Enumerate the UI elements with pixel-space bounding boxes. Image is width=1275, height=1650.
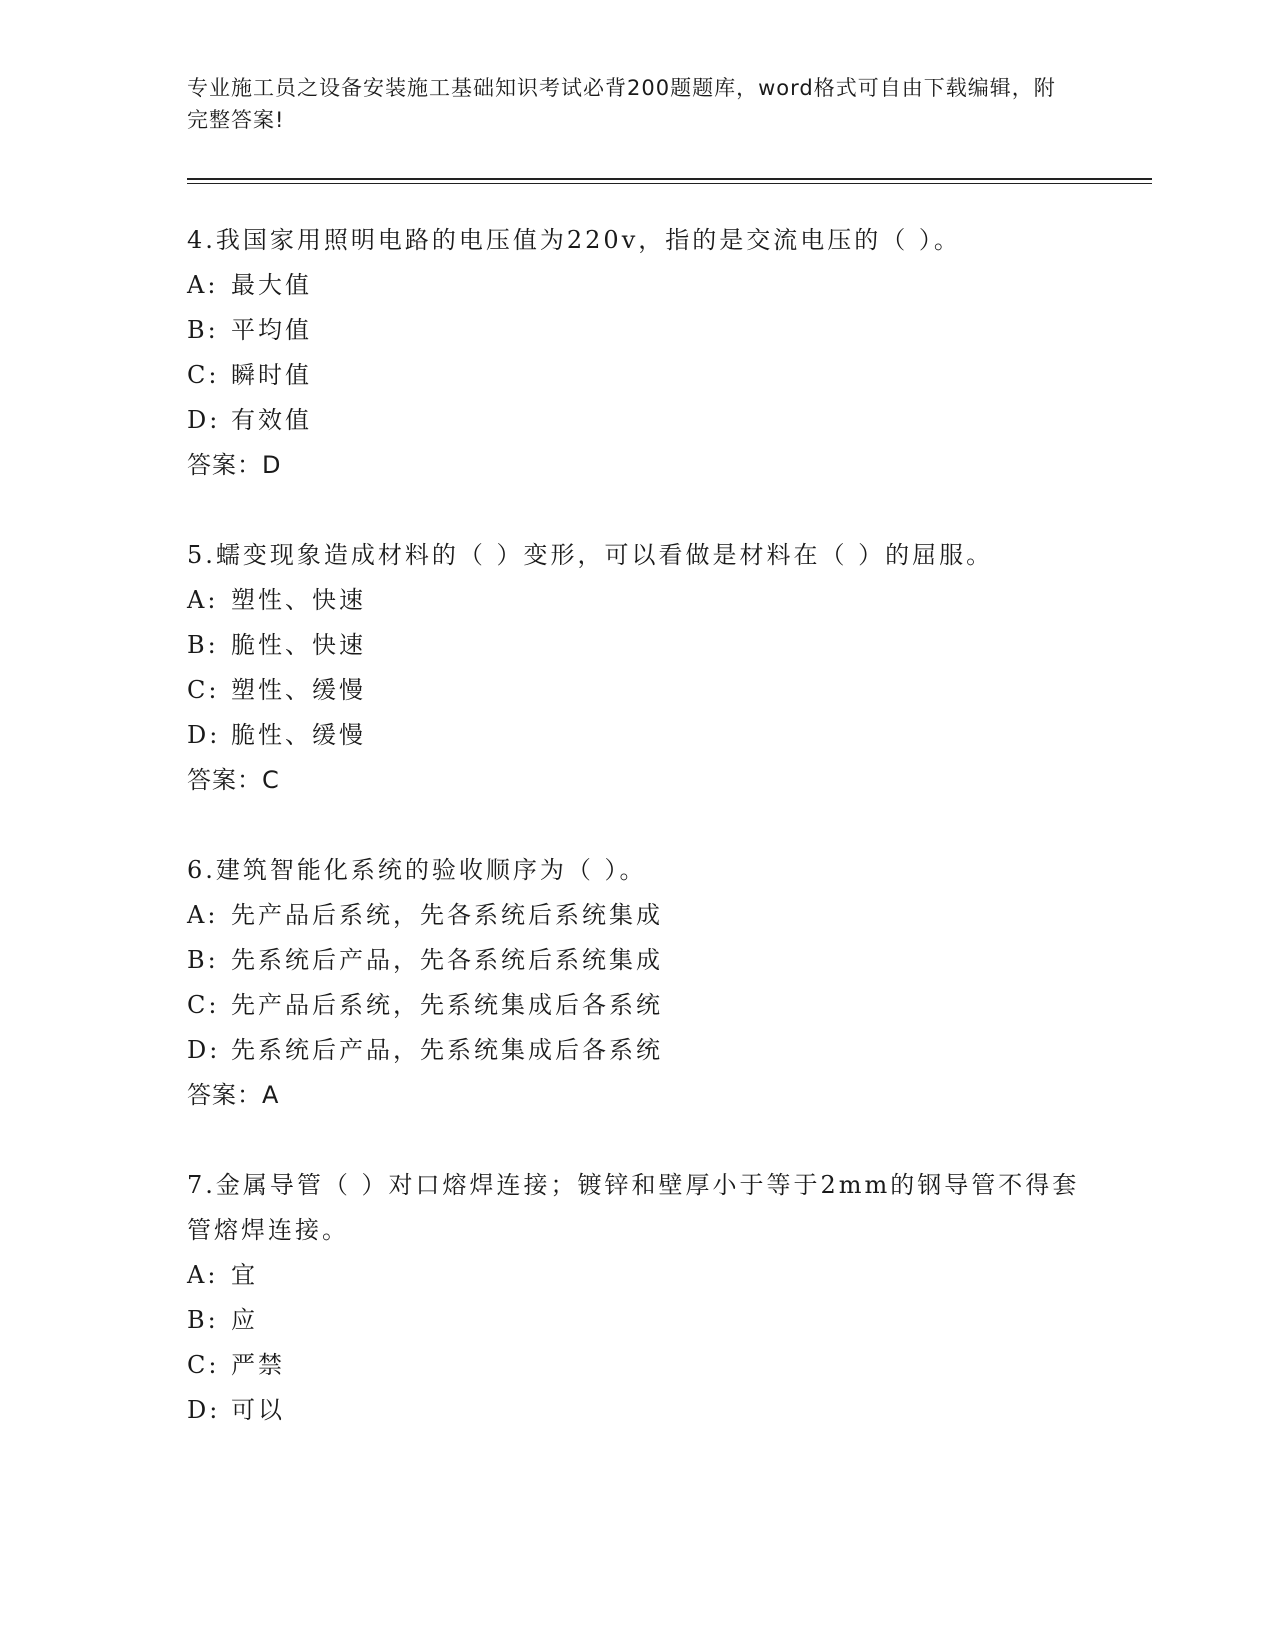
question-stem: 4.我国家用照明电路的电压值为220v，指的是交流电压的（ ）。 xyxy=(187,226,961,254)
option-label: A: xyxy=(187,901,219,929)
option-a xyxy=(187,263,1087,308)
question-4 xyxy=(187,218,1087,488)
question-stem: 7.金属导管（ ）对口熔焊连接；镀锌和壁厚小于等于2mm的钢导管不得套管熔焊连接。 xyxy=(187,1171,1080,1244)
answer: 答案：C xyxy=(187,766,280,794)
option-text: 脆性、缓慢 xyxy=(231,721,366,749)
header-divider-thick xyxy=(187,178,1152,180)
option-text: 严禁 xyxy=(231,1351,285,1379)
option-label: D: xyxy=(187,1036,221,1064)
option-a xyxy=(187,1253,1087,1298)
option-text: 塑性、缓慢 xyxy=(231,676,366,704)
answer: 答案：D xyxy=(187,451,282,479)
option-d xyxy=(187,713,1087,758)
option-label: B: xyxy=(187,631,219,659)
option-label: D: xyxy=(187,721,221,749)
option-b xyxy=(187,938,1087,983)
option-text: 塑性、快速 xyxy=(231,586,366,614)
option-text: 先产品后系统，先各系统后系统集成 xyxy=(231,901,663,929)
option-label: A: xyxy=(187,271,219,299)
option-b xyxy=(187,308,1087,353)
question-stem: 5.蠕变现象造成材料的（ ）变形，可以看做是材料在（ ）的屈服。 xyxy=(187,541,994,569)
document-title: 专业施工员之设备安装施工基础知识考试必背200题题库，word格式可自由下载编辑，附完整答案! xyxy=(187,76,1056,132)
option-label: B: xyxy=(187,1306,219,1334)
option-label: C: xyxy=(187,361,220,389)
option-label: C: xyxy=(187,676,220,704)
option-text: 先产品后系统，先系统集成后各系统 xyxy=(231,991,663,1019)
question-5 xyxy=(187,533,1087,803)
option-c xyxy=(187,1343,1087,1388)
question-stem: 6.建筑智能化系统的验收顺序为（ ）。 xyxy=(187,856,647,884)
option-label: A: xyxy=(187,586,219,614)
option-text: 脆性、快速 xyxy=(231,631,366,659)
question-7 xyxy=(187,1163,1087,1433)
option-text: 宜 xyxy=(231,1261,258,1289)
option-c xyxy=(187,353,1087,398)
option-c xyxy=(187,668,1087,713)
option-b xyxy=(187,623,1087,668)
option-text: 有效值 xyxy=(231,406,312,434)
option-a xyxy=(187,578,1087,623)
option-label: D: xyxy=(187,1396,221,1424)
option-text: 先系统后产品，先系统集成后各系统 xyxy=(231,1036,663,1064)
option-label: B: xyxy=(187,316,219,344)
option-text: 可以 xyxy=(231,1396,285,1424)
option-label: B: xyxy=(187,946,219,974)
option-label: A: xyxy=(187,1261,219,1289)
option-d xyxy=(187,1028,1087,1073)
option-label: C: xyxy=(187,1351,220,1379)
option-label: D: xyxy=(187,406,221,434)
option-text: 先系统后产品，先各系统后系统集成 xyxy=(231,946,663,974)
option-text: 平均值 xyxy=(231,316,312,344)
option-a xyxy=(187,893,1087,938)
option-text: 瞬时值 xyxy=(231,361,312,389)
option-c xyxy=(187,983,1087,1028)
option-d xyxy=(187,1388,1087,1433)
option-text: 应 xyxy=(231,1306,258,1334)
option-b xyxy=(187,1298,1087,1343)
option-d xyxy=(187,398,1087,443)
answer: 答案：A xyxy=(187,1081,280,1109)
option-label: C: xyxy=(187,991,220,1019)
option-text: 最大值 xyxy=(231,271,312,299)
header-divider-thin xyxy=(187,183,1152,184)
question-6 xyxy=(187,848,1087,1118)
